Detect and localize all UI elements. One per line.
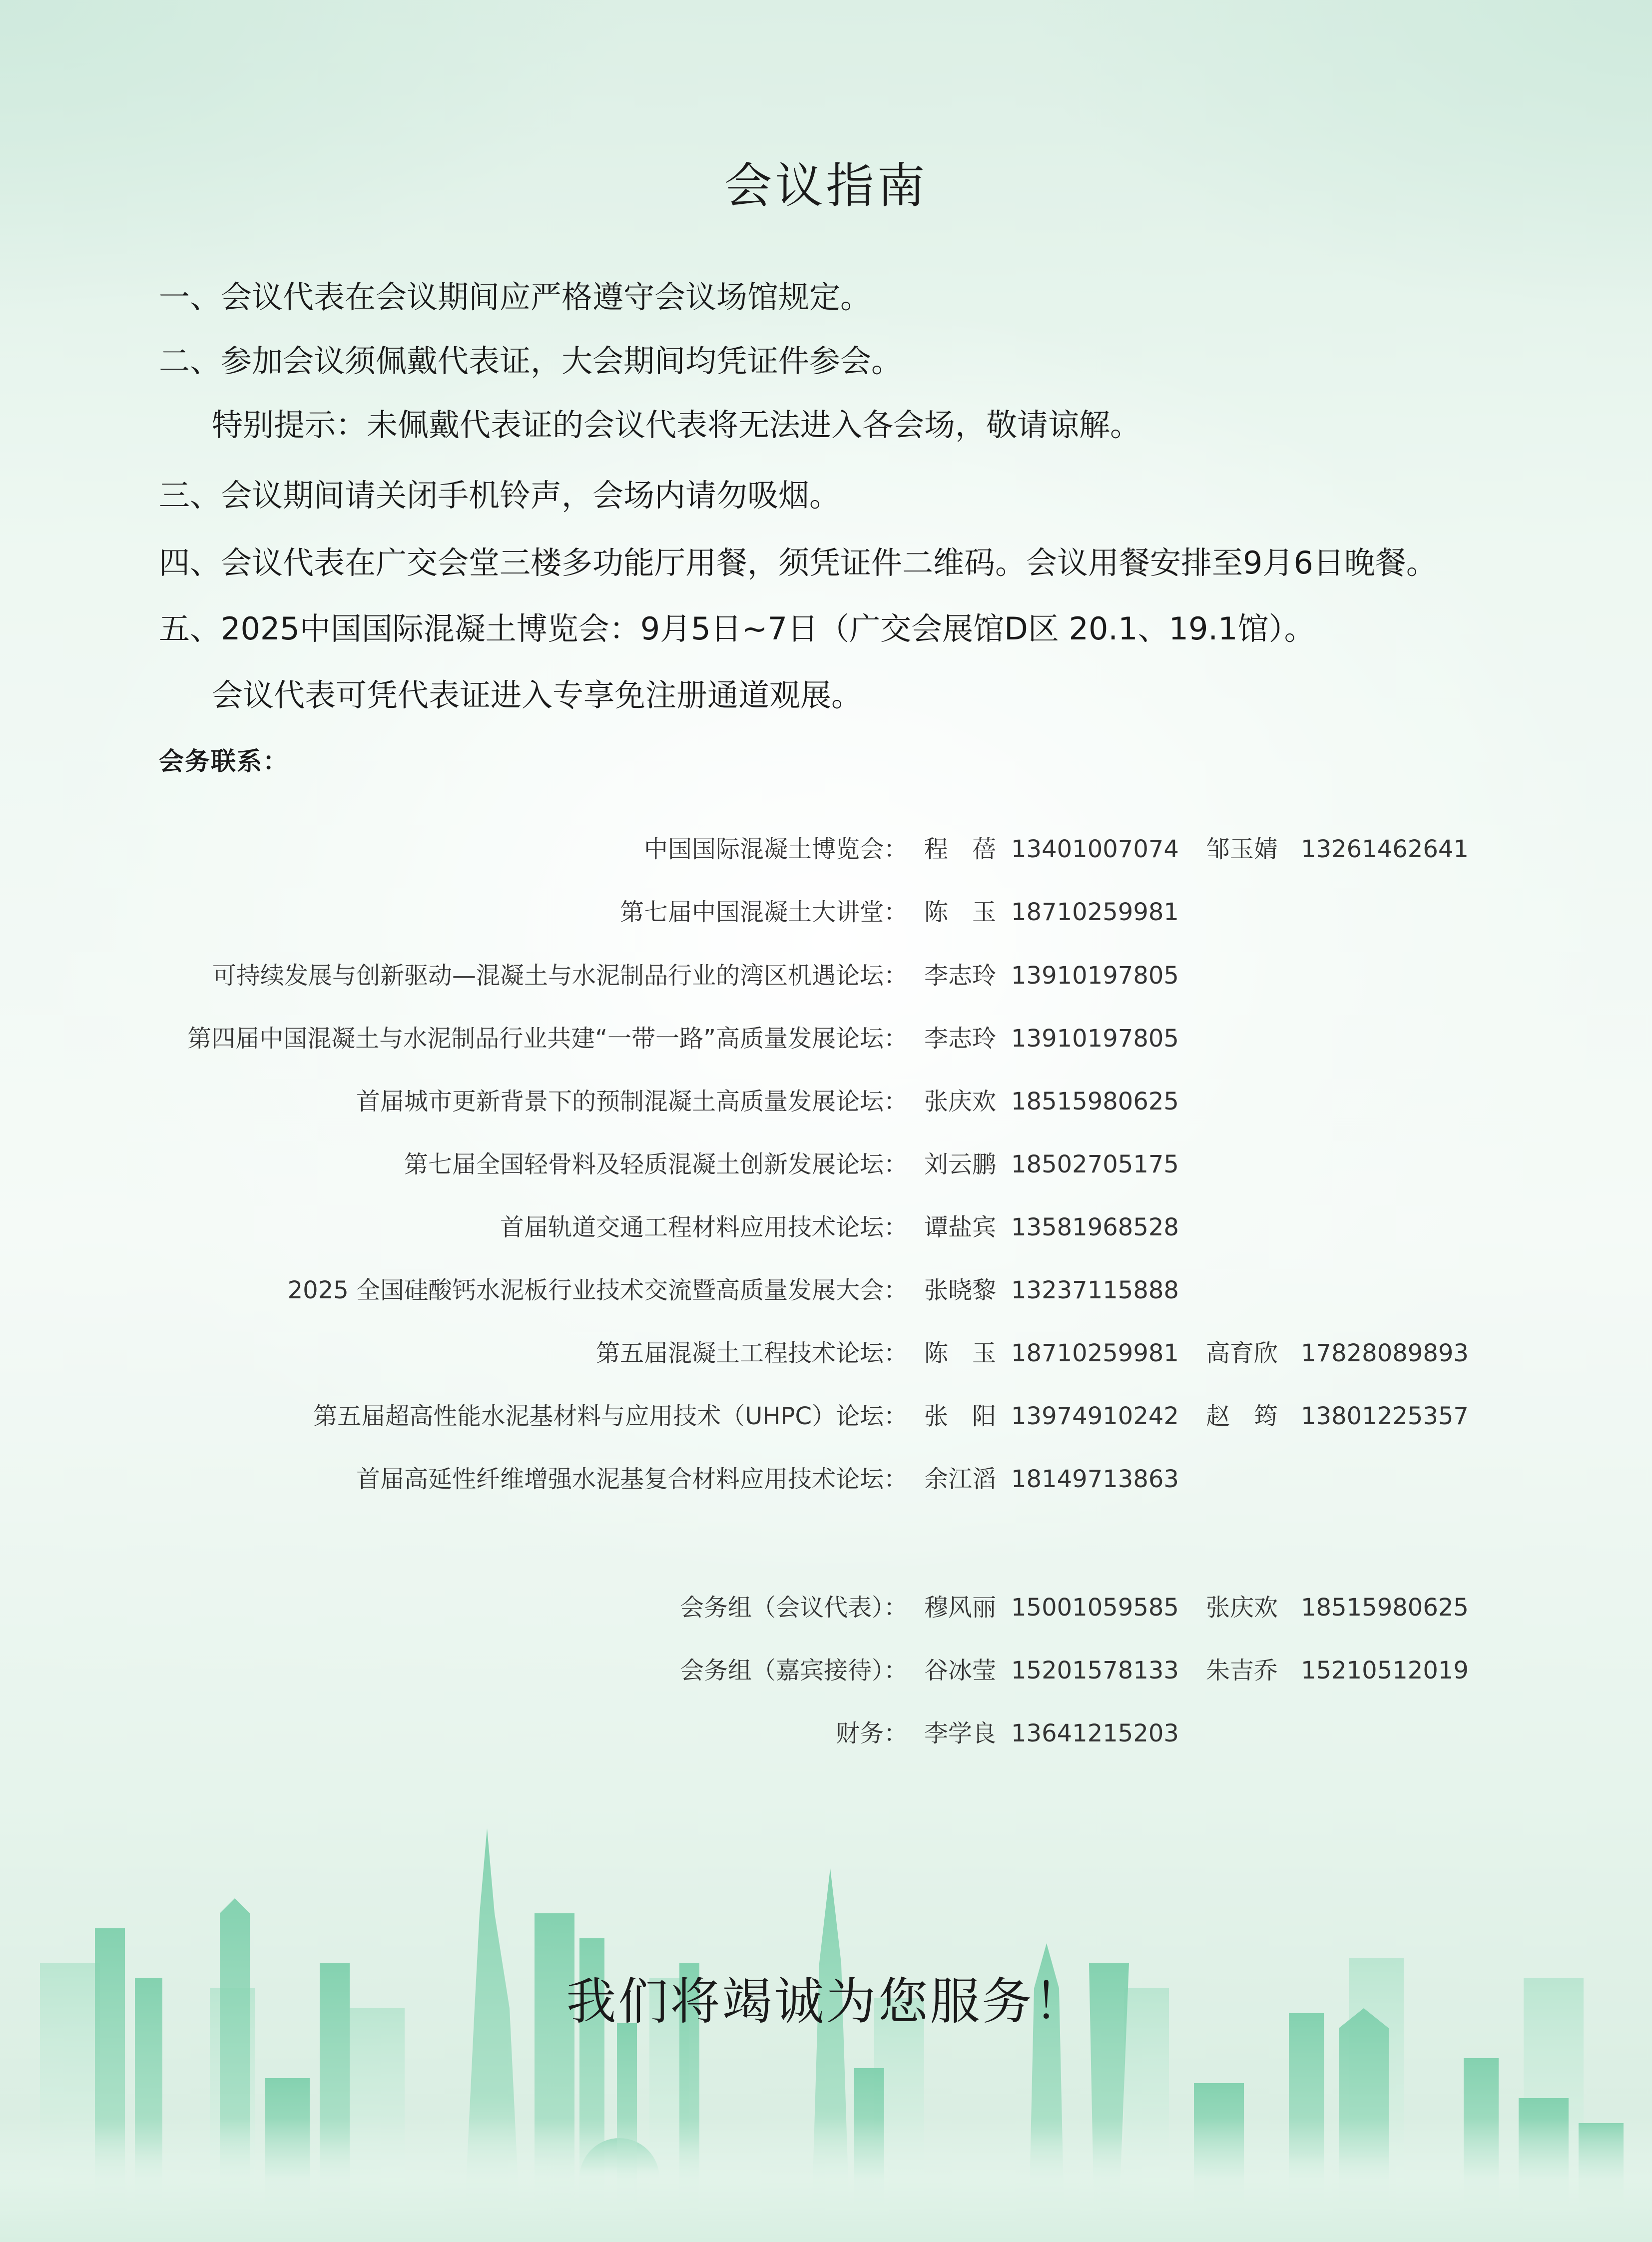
- contact-row: [0, 832, 1652, 867]
- staff-name: 李学良: [924, 1719, 997, 1747]
- staff-row: [0, 1653, 1652, 1688]
- contact-phone: 18710259981: [1011, 898, 1179, 926]
- contact-row: [0, 1336, 1652, 1371]
- rule-1: 一、会议代表在会议期间应严格遵守会议场馆规定。: [159, 279, 872, 315]
- staff-phone: 15201578133: [1011, 1657, 1179, 1684]
- staff-phone-2: 15210512019: [1301, 1657, 1469, 1684]
- contact-phone-2: 17828089893: [1301, 1339, 1469, 1367]
- contact-label: 中国国际混凝土博览会：: [643, 835, 908, 863]
- contact-phone: 13974910242: [1011, 1402, 1179, 1430]
- closing-message: 我们将竭诚为您服务！: [566, 1972, 1086, 2031]
- rule-2: 二、参加会议须佩戴代表证，大会期间均凭证件参会。: [159, 343, 903, 379]
- staff-row: [0, 1716, 1652, 1751]
- contact-name: 张 阳: [924, 1402, 997, 1430]
- contact-label: 第五届超高性能水泥基材料与应用技术（UHPC）论坛：: [313, 1402, 908, 1430]
- contact-phone: 18502705175: [1011, 1150, 1179, 1178]
- contact-name: 余江滔: [924, 1465, 997, 1493]
- contact-phone: 18710259981: [1011, 1339, 1179, 1367]
- contact-label: 第五届混凝土工程技术论坛：: [595, 1339, 908, 1367]
- staff-row: [0, 1590, 1652, 1625]
- contact-name: 刘云鹏: [924, 1150, 997, 1178]
- staff-phone: 13641215203: [1011, 1719, 1179, 1747]
- contact-label: 可持续发展与创新驱动—混凝土与水泥制品行业的湾区机遇论坛：: [212, 962, 908, 990]
- contact-name: 陈 玉: [924, 1339, 997, 1367]
- contact-name: 谭盐宾: [924, 1213, 997, 1241]
- contact-label: 首届城市更新背景下的预制混凝土高质量发展论坛：: [356, 1088, 908, 1116]
- staff-name: 谷冰莹: [924, 1657, 997, 1684]
- contact-label: 2025 全国硅酸钙水泥板行业技术交流暨高质量发展大会：: [287, 1276, 908, 1304]
- contact-name-2: 高育欣: [1206, 1339, 1278, 1367]
- contact-name: 李志玲: [924, 962, 997, 990]
- contact-row: [0, 895, 1652, 930]
- contact-phone: 13910197805: [1011, 962, 1179, 990]
- contact-phone: 13401007074: [1011, 835, 1179, 863]
- contact-name: 李志玲: [924, 1025, 997, 1053]
- contact-row: [0, 1273, 1652, 1308]
- contact-name: 程 蓓: [924, 835, 997, 863]
- contact-name: 陈 玉: [924, 898, 997, 926]
- rule-5: 五、2025中国国际混凝土博览会：9月5日~7日（广交会展馆D区 20.1、19.1馆）。: [159, 610, 1315, 647]
- contact-row: [0, 1462, 1652, 1497]
- contact-row: [0, 1210, 1652, 1245]
- contact-name-2: 邹玉婧: [1206, 835, 1278, 863]
- staff-label: 会务组（嘉宾接待）：: [679, 1657, 908, 1684]
- contact-label: 首届高延性纤维增强水泥基复合材料应用技术论坛：: [356, 1465, 908, 1493]
- contact-row: [0, 1399, 1652, 1434]
- page-title: 会议指南: [724, 158, 928, 214]
- contact-phone: 18515980625: [1011, 1088, 1179, 1116]
- rule-2-note: 特别提示：未佩戴代表证的会议代表将无法进入各会场，敬请谅解。: [212, 407, 1141, 443]
- contact-name: 张晓黎: [924, 1276, 997, 1304]
- staff-name: 穆风丽: [924, 1594, 997, 1622]
- contact-phone: 13237115888: [1011, 1276, 1179, 1304]
- staff-phone: 15001059585: [1011, 1594, 1179, 1622]
- contact-label: 第七届中国混凝土大讲堂：: [619, 898, 908, 926]
- contact-phone: 13581968528: [1011, 1213, 1179, 1241]
- staff-phone-2: 18515980625: [1301, 1594, 1469, 1622]
- contact-phone: 13910197805: [1011, 1025, 1179, 1053]
- contact-name: 张庆欢: [924, 1088, 997, 1116]
- contact-name-2: 赵 筠: [1206, 1402, 1278, 1430]
- rule-5-note: 会议代表可凭代表证进入专享免注册通道观展。: [212, 677, 863, 713]
- contact-heading: 会务联系：: [159, 747, 289, 776]
- contact-phone: 18149713863: [1011, 1465, 1179, 1493]
- contact-phone-2: 13261462641: [1301, 835, 1469, 863]
- contact-row: [0, 1084, 1652, 1119]
- staff-label: 会务组（会议代表）：: [679, 1594, 908, 1622]
- contact-label: 第四届中国混凝土与水泥制品行业共建“一带一路”高质量发展论坛：: [187, 1025, 908, 1053]
- staff-name-2: 张庆欢: [1206, 1594, 1278, 1622]
- contact-row: [0, 958, 1652, 993]
- staff-name-2: 朱吉乔: [1206, 1657, 1278, 1684]
- contact-label: 首届轨道交通工程材料应用技术论坛：: [500, 1213, 908, 1241]
- contact-row: [0, 1021, 1652, 1056]
- contact-label: 第七届全国轻骨料及轻质混凝土创新发展论坛：: [404, 1150, 908, 1178]
- rule-3: 三、会议期间请关闭手机铃声，会场内请勿吸烟。: [159, 477, 841, 514]
- contact-phone-2: 13801225357: [1301, 1402, 1469, 1430]
- staff-label: 财务：: [835, 1719, 908, 1747]
- contact-row: [0, 1147, 1652, 1182]
- rule-4: 四、会议代表在广交会堂三楼多功能厅用餐，须凭证件二维码。会议用餐安排至9月6日晚餐。: [159, 545, 1437, 581]
